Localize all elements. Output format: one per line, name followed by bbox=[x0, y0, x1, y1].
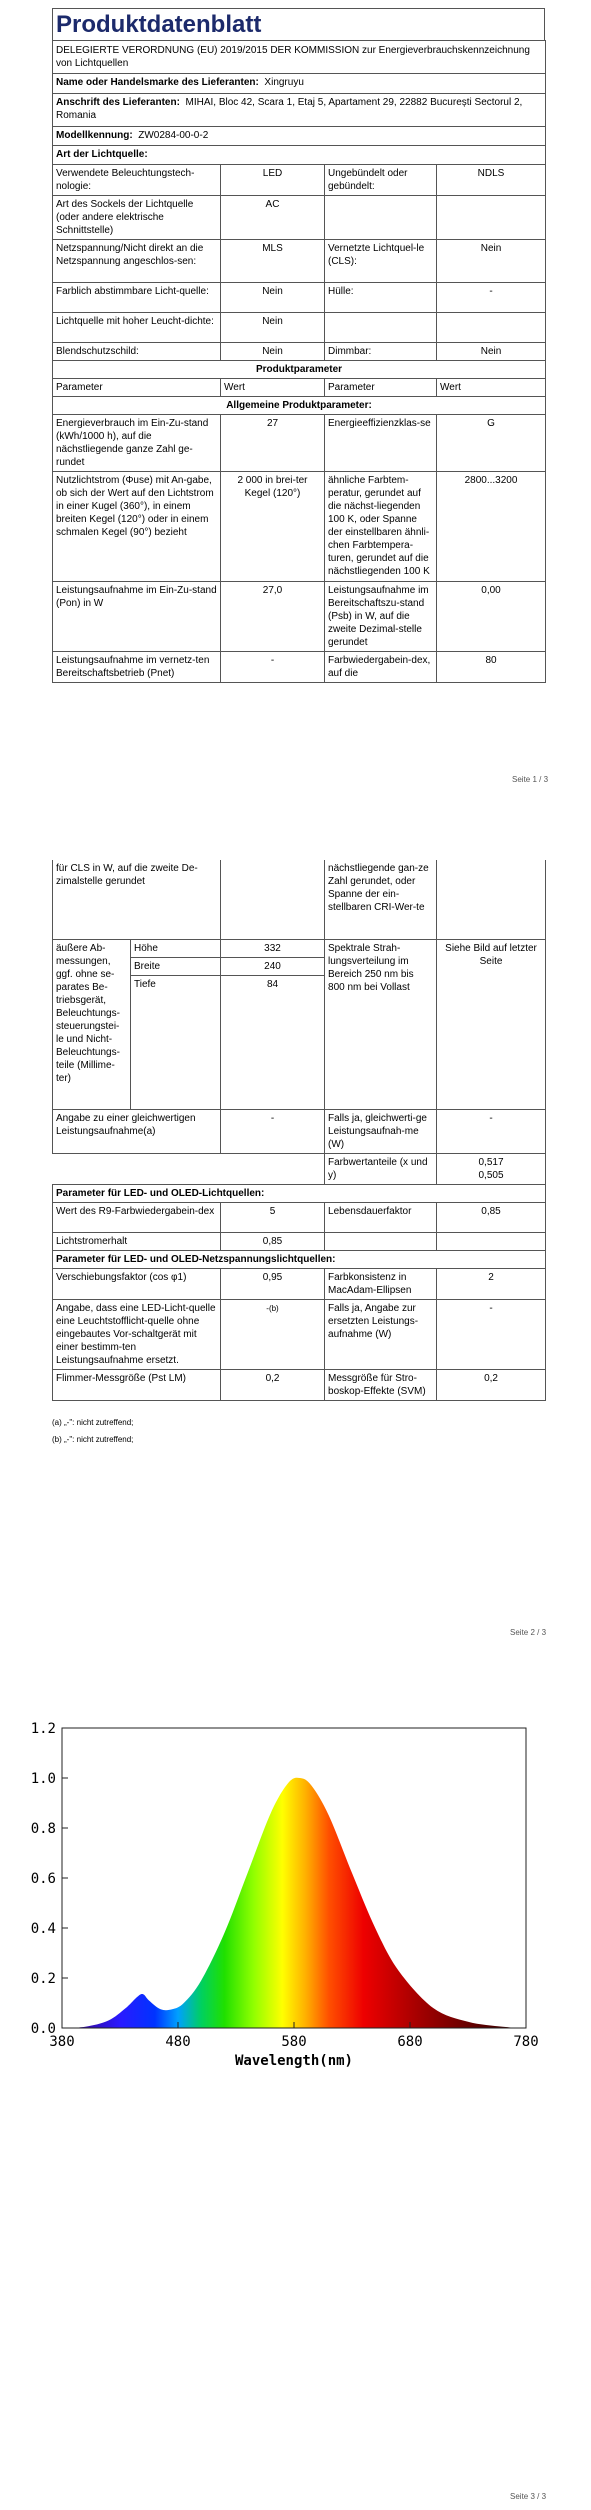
cell-label: nächstliegende gan-ze Zahl gerundet, oder Spanne der ein-stellbaren CRI-Wer-te bbox=[325, 860, 437, 939]
cell-value bbox=[437, 196, 546, 240]
datasheet-page-2 bbox=[52, 860, 545, 1401]
cell-value: - bbox=[437, 1110, 546, 1154]
table-row bbox=[53, 860, 546, 939]
datasheet-table-1 bbox=[52, 40, 546, 683]
cell-value: 5 bbox=[221, 1203, 325, 1233]
cell-value: G bbox=[437, 415, 546, 472]
model-value: ZW0284-00-0-2 bbox=[138, 130, 209, 141]
cell-value: MLS bbox=[221, 240, 325, 283]
y-tick-label: 0.2 bbox=[30, 1971, 56, 1987]
cell-label: Verschiebungsfaktor (cos φ1) bbox=[53, 1269, 221, 1300]
table-row bbox=[53, 1370, 546, 1401]
cell-value: 0,2 bbox=[437, 1370, 546, 1401]
x-tick-label: 780 bbox=[513, 2034, 539, 2050]
cell-label: Energieverbrauch im Ein-Zu-stand (kWh/1000 h), auf die nächstliegende ganze Zahl ge-rundet bbox=[53, 415, 221, 472]
product-params-heading: Produktparameter bbox=[53, 361, 546, 379]
footnote-b: (b) „-": nicht zutreffend; bbox=[52, 1435, 134, 1444]
y-tick-label: 1.2 bbox=[30, 1721, 56, 1737]
table-row bbox=[53, 343, 546, 361]
dim-name-depth: Tiefe bbox=[131, 975, 221, 993]
x-tick-label: 580 bbox=[281, 2034, 307, 2050]
cell-label bbox=[325, 313, 437, 343]
cell-label: Farbwertanteile (x und y) bbox=[325, 1154, 437, 1185]
table-row bbox=[53, 939, 546, 957]
cell-value: 2 000 in brei-ter Kegel (120°) bbox=[221, 472, 325, 582]
table-row bbox=[53, 582, 546, 652]
cell-label: Wert des R9-Farbwiedergabein-dex bbox=[53, 1203, 221, 1233]
cell-value: 80 bbox=[437, 652, 546, 683]
cell-value: Nein bbox=[437, 240, 546, 283]
table-row bbox=[53, 1300, 546, 1370]
cell-value: 2 bbox=[437, 1269, 546, 1300]
page-1 bbox=[0, 0, 591, 790]
cell-label: Art des Sockels der Lichtquelle (oder andere elektrische Schnittstelle) bbox=[53, 196, 221, 240]
cell-label: Messgröße für Stro-boskop-Effekte (SVM) bbox=[325, 1370, 437, 1401]
cell-label: Spektrale Strah-lungsverteilung im Bereich 250 nm bis 800 nm bei Vollast bbox=[325, 939, 437, 1110]
cell-label: Ungebündelt oder gebündelt: bbox=[325, 165, 437, 196]
supplier-value: Xingruyu bbox=[264, 77, 304, 88]
table-row bbox=[53, 1269, 546, 1300]
y-tick-label: 1.0 bbox=[30, 1771, 56, 1787]
cell-label: Nutzlichtstrom (Φuse) mit An-gabe, ob sich der Wert auf den Lichtstrom in einer Kugel (360°), in einem breiten Kegel (120°) oder in einem schmalen Kegel (90°) bezieht bbox=[53, 472, 221, 582]
cell-label bbox=[325, 196, 437, 240]
dim-name-height: Höhe bbox=[131, 939, 221, 957]
model-label: Modellkennung: bbox=[56, 130, 133, 141]
cell-label: Farbwiedergabein-dex, auf die bbox=[325, 652, 437, 683]
table-row bbox=[53, 472, 546, 582]
table-row bbox=[53, 652, 546, 683]
cell-value bbox=[221, 860, 325, 939]
type-section-heading: Art der Lichtquelle: bbox=[53, 146, 546, 165]
table-row bbox=[53, 240, 546, 283]
cell-value: 0,85 bbox=[221, 1233, 325, 1251]
cell-value bbox=[437, 313, 546, 343]
table-row bbox=[53, 196, 546, 240]
datasheet-page-1 bbox=[52, 8, 545, 683]
column-header: Parameter bbox=[325, 379, 437, 397]
cell-label: ähnliche Farbtem-peratur, gerundet auf die nächst-liegenden 100 K, oder Spanne der einstellbaren ähnli-chen Farbtempera-turen, gerundet auf die nächstliegenden 100 K bbox=[325, 472, 437, 582]
x-tick-label: 380 bbox=[49, 2034, 75, 2050]
page-number: Seite 3 / 3 bbox=[510, 2492, 547, 2501]
dimensions-label: äußere Ab-messungen, ggf. ohne se-parates Be-triebsgerät, Beleuchtungs-steuerungstei-le und Nicht-Beleuchtungs-teile (Millime-ter) bbox=[53, 939, 131, 1110]
cell-value: Nein bbox=[221, 313, 325, 343]
cell-label: Falls ja, Angabe zur ersetzten Leistungs-aufnahme (W) bbox=[325, 1300, 437, 1370]
table-row bbox=[53, 1233, 546, 1251]
cell-value: 0,00 bbox=[437, 582, 546, 652]
footnote-a: (a) „-": nicht zutreffend; bbox=[52, 1418, 134, 1427]
cell-value: 0,2 bbox=[221, 1370, 325, 1401]
cell-value: 0,95 bbox=[221, 1269, 325, 1300]
datasheet-table-2 bbox=[52, 860, 546, 1401]
table-row bbox=[53, 1154, 546, 1185]
page-2 bbox=[0, 860, 591, 1680]
cell-label: Lichtquelle mit hoher Leucht-dichte: bbox=[53, 313, 221, 343]
y-tick-label: 0.0 bbox=[30, 2021, 56, 2037]
cell-label: Farbkonsistenz in MacAdam-Ellipsen bbox=[325, 1269, 437, 1300]
y-tick-label: 0.4 bbox=[30, 1921, 56, 1937]
led-params-heading: Parameter für LED- und OLED-Lichtquellen: bbox=[53, 1185, 546, 1203]
table-row bbox=[53, 165, 546, 196]
cell-value: NDLS bbox=[437, 165, 546, 196]
cell-label: Vernetzte Lichtquel-le (CLS): bbox=[325, 240, 437, 283]
dim-value-height: 332 bbox=[221, 939, 325, 957]
y-tick-label: 0.8 bbox=[30, 1821, 56, 1837]
cell-label: Dimmbar: bbox=[325, 343, 437, 361]
cell-value: - bbox=[437, 283, 546, 313]
mains-params-heading: Parameter für LED- und OLED-Netzspannungslichtquellen: bbox=[53, 1251, 546, 1269]
dim-value-width: 240 bbox=[221, 957, 325, 975]
cell-label: Verwendete Beleuchtungstech-nologie: bbox=[53, 165, 221, 196]
cell-label: Netzspannung/Nicht direkt an die Netzspannung angeschlos-sen: bbox=[53, 240, 221, 283]
table-row bbox=[53, 313, 546, 343]
y-tick-label: 0.6 bbox=[30, 1871, 56, 1887]
cell-label: Leistungsaufnahme im Ein-Zu-stand (Pon) in W bbox=[53, 582, 221, 652]
regulation-text: DELEGIERTE VERORDNUNG (EU) 2019/2015 DER KOMMISSION zur Energieverbrauchskennzeichnung von Lichtquellen bbox=[53, 41, 546, 74]
cell-label: Falls ja, gleichwerti-ge Leistungsaufnah-me (W) bbox=[325, 1110, 437, 1154]
page-number: Seite 2 / 3 bbox=[510, 1628, 547, 1637]
address-value: MIHAI, Bloc 42, Scara 1, Etaj 5, Apartament 29, 22882 București Sectorul 2, Romania bbox=[56, 97, 523, 121]
cell-label: Lichtstromerhalt bbox=[53, 1233, 221, 1251]
cell-value bbox=[437, 860, 546, 939]
cell-value: 0,517 0,505 bbox=[437, 1154, 546, 1185]
cell-value: - bbox=[437, 1300, 546, 1370]
page-number: Seite 1 / 3 bbox=[512, 775, 549, 784]
cell-label: Angabe, dass eine LED-Licht-quelle eine Leuchtstofflicht-quelle ohne eingebautes Vor-schaltgerät mit einer bestimm-ten Leistungsaufnahme ersetzt. bbox=[53, 1300, 221, 1370]
page-3 bbox=[0, 1710, 591, 2510]
dim-value-depth: 84 bbox=[221, 975, 325, 993]
table-row bbox=[53, 283, 546, 313]
table-header-row bbox=[53, 379, 546, 397]
spectrum-area bbox=[62, 1778, 526, 2028]
cell-value: 0,85 bbox=[437, 1203, 546, 1233]
cell-value: AC bbox=[221, 196, 325, 240]
cell-value: Nein bbox=[437, 343, 546, 361]
cell-label: Hülle: bbox=[325, 283, 437, 313]
general-params-heading: Allgemeine Produktparameter: bbox=[53, 397, 546, 415]
cell-value: - bbox=[221, 652, 325, 683]
cell-label: Blendschutzschild: bbox=[53, 343, 221, 361]
cell-value: Siehe Bild auf letzter Seite bbox=[437, 939, 546, 1110]
cell-value: 27 bbox=[221, 415, 325, 472]
table-row bbox=[53, 415, 546, 472]
table-row bbox=[53, 1203, 546, 1233]
page-cut bbox=[0, 752, 591, 766]
cell-value: Nein bbox=[221, 343, 325, 361]
cell-value: LED bbox=[221, 165, 325, 196]
column-header: Wert bbox=[221, 379, 325, 397]
cell-label: Leistungsaufnahme im Bereitschaftszu-stand (Psb) in W, auf die zweite Dezimal-stelle gerundet bbox=[325, 582, 437, 652]
cell-value: 27,0 bbox=[221, 582, 325, 652]
column-header: Parameter bbox=[53, 379, 221, 397]
cell-value: - bbox=[221, 1110, 325, 1154]
cell-label: Farblich abstimmbare Licht-quelle: bbox=[53, 283, 221, 313]
cell-label: Flimmer-Messgröße (Pst LM) bbox=[53, 1370, 221, 1401]
x-tick-label: 680 bbox=[397, 2034, 423, 2050]
cell-label: Lebensdauerfaktor bbox=[325, 1203, 437, 1233]
address-label: Anschrift des Lieferanten: bbox=[56, 97, 180, 108]
spectrum-chart bbox=[0, 1710, 591, 2130]
dim-name-width: Breite bbox=[131, 957, 221, 975]
cell-value: 2800...3200 bbox=[437, 472, 546, 582]
x-tick-label: 480 bbox=[165, 2034, 191, 2050]
cell-label: Leistungsaufnahme im vernetz-ten Bereitschaftsbetrieb (Pnet) bbox=[53, 652, 221, 683]
cell-label: Energieeffizienzklas-se bbox=[325, 415, 437, 472]
table-row bbox=[53, 1110, 546, 1154]
page-title: Produktdatenblatt bbox=[52, 8, 545, 40]
column-header: Wert bbox=[437, 379, 546, 397]
cell-value: -(b) bbox=[221, 1300, 325, 1370]
cell-label: für CLS in W, auf die zweite De-zimalstelle gerundet bbox=[53, 860, 221, 939]
cell-value: Nein bbox=[221, 283, 325, 313]
x-axis-label: Wavelength(nm) bbox=[234, 2053, 354, 2069]
cell-label: Angabe zu einer gleichwertigen Leistungsaufnahme(a) bbox=[53, 1110, 221, 1154]
supplier-label: Name oder Handelsmarke des Lieferanten: bbox=[56, 77, 259, 88]
